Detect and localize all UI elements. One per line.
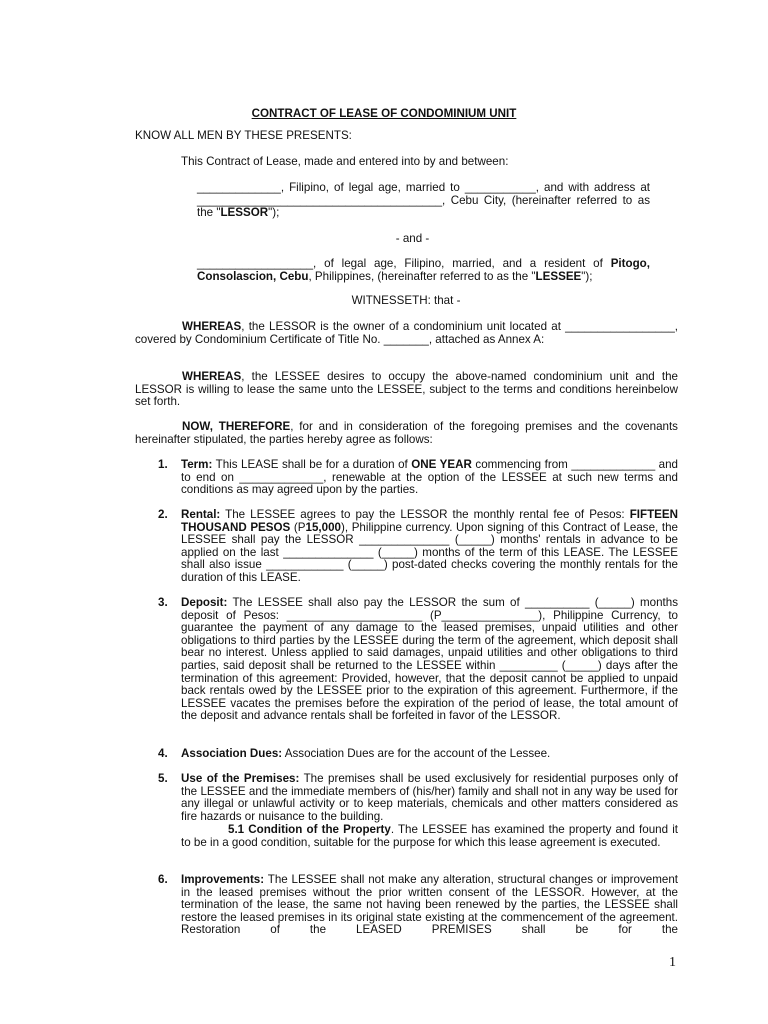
whereas-2-text: , the LESSEE desires to occupy the above-named condominium unit and the LESSOR is willing to lease the same unto the LESSEE, subject to the terms and conditions hereinbelow set forth. [135, 370, 678, 409]
item-2-number: 2. [158, 508, 168, 521]
item-1-text-2: commencing from _____________ and to end on _____________, renewable at the option of the LESSEE at such new terms and conditions as may agreed upon by the parties. [181, 458, 678, 497]
lessee-text-a: __________________, of legal age, Filipino, married, and a resident of [197, 257, 611, 270]
whereas-1-text: , the LESSOR is the owner of a condominium unit located at _________________, covered by Condominium Certificate of Title No. _______, attached as Annex A: [135, 320, 678, 346]
item-6-number: 6. [158, 873, 168, 886]
item-3-heading: Deposit: [181, 596, 228, 609]
now-therefore-paragraph [135, 421, 678, 446]
page-number: 1 [669, 955, 676, 970]
item-2-amount-words: FIFTEEN THOUSAND PESOS [181, 508, 678, 534]
whereas-lessee-paragraph [135, 371, 678, 409]
and-separator: - and - [395, 232, 430, 245]
item-1-number: 1. [158, 458, 168, 471]
lessee-text-c: , Philippines, (hereinafter referred to as the " [308, 269, 536, 283]
now-therefore-text: , for and in consideration of the foregoing premises and the covenants hereinafter stipulated, the parties hereby agree as follows: [135, 420, 678, 446]
item-5-use-of-premises [181, 773, 678, 823]
item-4-heading: Association Dues: [181, 747, 283, 760]
intro-line: This Contract of Lease, made and entered into by and between: [181, 155, 509, 168]
item-1-duration: ONE YEAR [411, 458, 472, 471]
item-2-heading: Rental: [181, 508, 221, 521]
lessee-address: Pitogo, Consolascion, Cebu [197, 257, 650, 283]
item-6-text: The LESSEE shall not make any alteration, structural changes or improvement in the leased premises without the prior written consent of the LESSOR. However, at the termination of the lease, the same not having been renewed by the parties, the LESSEE shall restore the leased premises in its original state existing at the commencement of the agreement. Restoration of the LEASED PREMISES shall be for the [181, 873, 678, 937]
item-3-deposit [181, 597, 678, 723]
item-4-text: Association Dues are for the account of the Lessee. [282, 747, 551, 760]
lessor-label: LESSOR [220, 206, 269, 220]
whereas-owner-paragraph [135, 321, 678, 346]
lessee-party-block [197, 258, 650, 283]
item-6-heading: Improvements: [181, 873, 265, 886]
whereas-1-label: WHEREAS [182, 320, 242, 333]
document-title: CONTRACT OF LEASE OF CONDOMINIUM UNIT [251, 107, 517, 120]
item-2-text-1: The LESSEE agrees to pay the LESSOR the monthly rental fee of Pesos: [220, 508, 630, 521]
item-3-text: The LESSEE shall also pay the LESSOR the sum of __________ (_____) months deposit of Pesos: _____________________ (P_______________), Philippine Currency, to guarantee the payment of any damage to the leased premises, unpaid utilities and other obligations to third parties by the LESSEE during the term of the agreement, which deposit shall bear no interest. Unless applied to said damages, unpaid utilities and other obligations to third parties, said deposit shall be returned to the LESSEE within _________ (_____) days after the termination of this agreement: Provided, however, that the deposit cannot be applied to unpaid back rentals owed by the LESSEE prior to the expiration of this agreement. Furthermore, if the LESSEE vacates the premises before the expiration of the period of lease, the total amount of the deposit and advance rentals shall be forfeited in favor of the LESSOR. [181, 596, 678, 723]
witnesseth-line: WITNESSETH: that - [351, 294, 461, 307]
now-therefore-label: NOW, THEREFORE [182, 420, 291, 433]
item-5-number: 5. [158, 772, 168, 785]
item-1-term [181, 459, 678, 497]
lessor-text-c: "); [268, 206, 280, 220]
item-1-text-1: This LEASE shall be for a duration of [212, 458, 412, 471]
know-all-men-line: KNOW ALL MEN BY THESE PRESENTS: [135, 129, 352, 142]
item-2-rental [181, 509, 678, 585]
item-2-amount-figure: 15,000 [305, 520, 341, 534]
lessee-text-e: "); [581, 269, 593, 283]
item-2-text-3: ), Philippine currency. Upon signing of this Contract of Lease, the LESSEE shall pay the LESSOR ______________ (_____) months' rentals in advance to be applied on the last ______________ (_____) months of the term of this LEASE. The LESSEE shall also issue ____________ (_____) post-dated checks covering the monthly rentals for the duration of this LEASE. [181, 520, 678, 584]
item-5-1-heading: 5.1 Condition of the Property [228, 823, 391, 836]
item-6-improvements [181, 874, 678, 937]
item-5-1-text: . The LESSEE has examined the property and found it to be in a good condition, suitable for the purpose for which this lease agreement is executed. [181, 823, 678, 849]
item-4-number: 4. [158, 747, 168, 760]
lessor-text-a: _____________, Filipino, of legal age, married to ___________, and with address at ______________________________________, Cebu City, (hereinafter referred to as the " [197, 181, 650, 220]
item-2-text-2: (P [290, 520, 306, 534]
item-1-heading: Term: [181, 458, 213, 471]
item-4-association-dues [181, 748, 678, 761]
item-5-1-condition [181, 824, 678, 849]
lessor-party-block [197, 182, 650, 220]
whereas-2-label: WHEREAS [182, 370, 242, 383]
item-5-text: The premises shall be used exclusively for residential purposes only of the LESSEE and the immediate members of (his/her) family and shall not in any way be used for any illegal or unlawful activity or to keep materials, chemicals and other matters considered as fire hazards or nuisance to the building. [181, 772, 678, 823]
lessee-label: LESSEE [535, 269, 582, 283]
item-5-heading: Use of the Premises: [181, 772, 300, 785]
item-3-number: 3. [158, 596, 168, 609]
